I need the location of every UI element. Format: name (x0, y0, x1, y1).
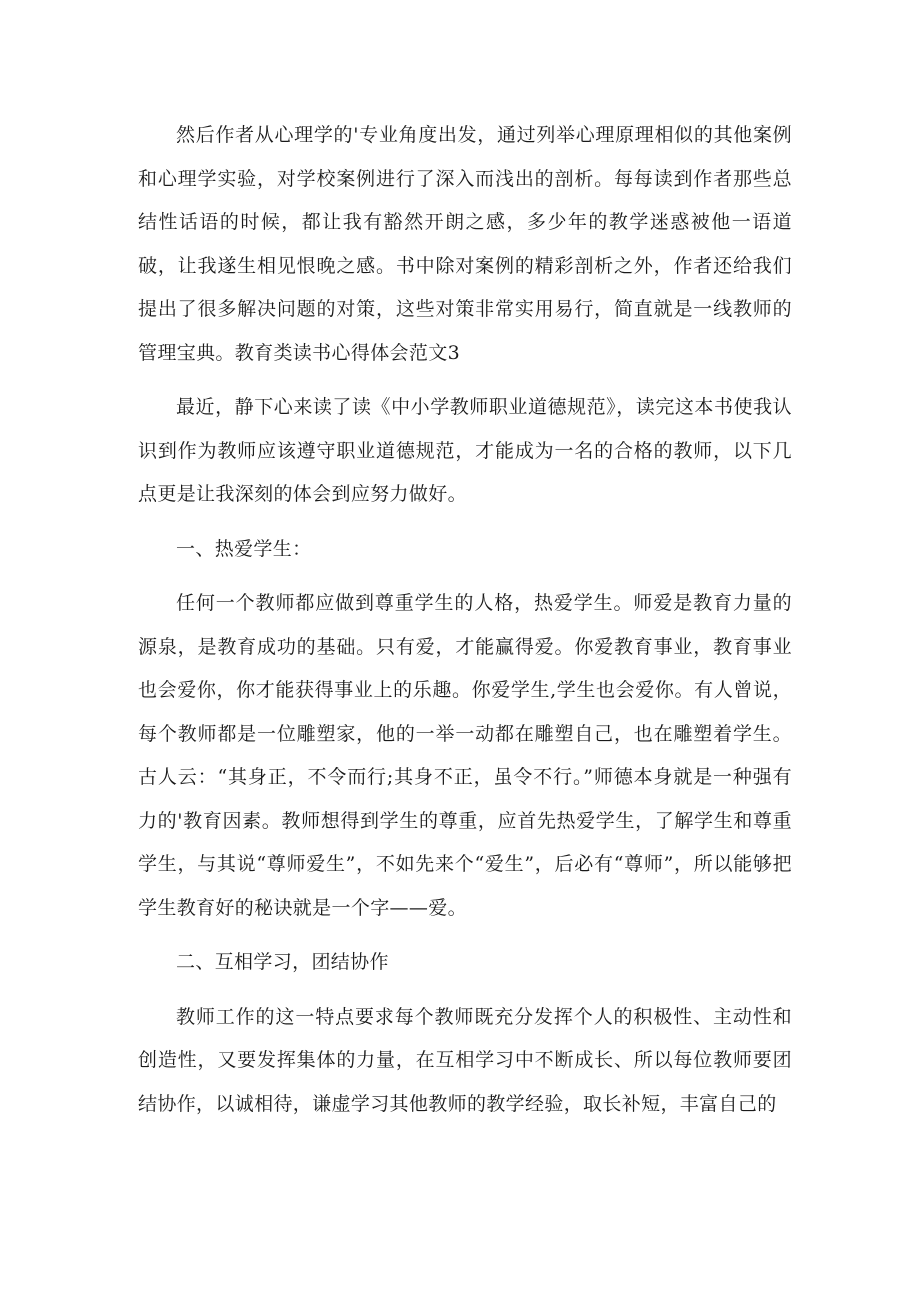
section-heading-love-students: 一、热爱学生： (176, 537, 312, 560)
paragraph-mutual-learning: 教师工作的这一特点要求每个教师既充分发挥个人的积极性、主动性和创造性，又要发挥集体的力量，在互相学习中不断成长、所以每位教师要团结协作，以诚相待，谦虚学习其他教师的教学经验，取长补短，丰富自己的 (138, 1005, 792, 1115)
section-heading-mutual-learning: 二、互相学习，团结协作 (176, 951, 389, 973)
document-body (138, 114, 792, 1137)
paragraph-love-students: 任何一个教师都应做到尊重学生的人格，热爱学生。师爱是教育力量的源泉，是教育成功的基础。只有爱，才能赢得爱。你爱教育事业，教育事业也会爱你，你才能获得事业上的乐趣。你爱学生,学生也会爱你。有人曾说，每个教师都是一位雕塑家，他的一举一动都在雕塑自己，也在雕塑着学生。古人云：“其身正，不令而行;其身不正，虽令不行。”师德本身就是一种强有力的'教育因素。教师想得到学生的尊重，应首先热爱学生，了解学生和尊重学生，与其说“尊师爱生”，不如先来个“爱生”，后必有“尊师”，所以能够把学生教育好的秘诀就是一个字——爱。 (138, 592, 792, 919)
paragraph-author-analysis: 然后作者从心理学的'专业角度出发，通过列举心理原理相似的其他案例和心理学实验，对学校案例进行了深入而浅出的剖析。每每读到作者那些总结性话语的时候，都让我有豁然开朗之感，多少年的教学迷惑被他一语道破，让我遂生相见恨晚之感。书中除对案例的精彩剖析之外，作者还给我们提出了很多解决问题的对策，这些对策非常实用易行，简直就是一线教师的管理宝典。教育类读书心得体会范文3 (138, 124, 792, 364)
paragraph-recent-reading: 最近，静下心来读了读《中小学教师职业道德规范》，读完这本书使我认识到作为教师应该遵守职业道德规范，才能成为一名的合格的教师，以下几点更是让我深刻的体会到应努力做好。 (138, 396, 792, 505)
